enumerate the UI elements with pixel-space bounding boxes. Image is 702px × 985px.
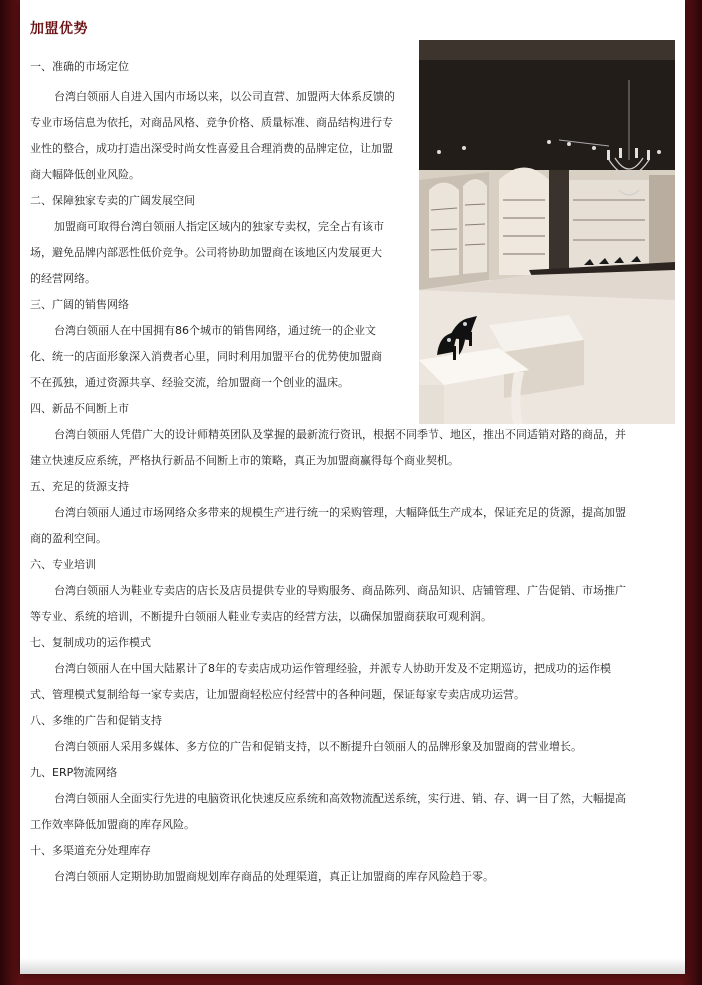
section-paragraph: 台湾白领丽人采用多媒体、多方位的广告和促销支持，以不断提升白领丽人的品牌形象及加盟商的营业增长。	[54, 740, 582, 753]
article-body	[30, 54, 630, 890]
panel-bottom-shadow	[20, 958, 685, 974]
section-paragraph: 台湾白领丽人为鞋业专卖店的店长及店员提供专业的导购服务、商品陈列、商品知识、店铺管理、广告促销、市场推广等专业、系统的培训，不断提升白领丽人鞋业专卖店的经营方法，以确保加盟商获取可观利润。	[30, 584, 626, 623]
section-paragraph: 加盟商可取得台湾白领丽人指定区域内的独家专卖权，完全占有该市场，避免品牌内部恶性低价竞争。公司将协助加盟商在该地区内发展更大的经营网络。	[30, 220, 384, 285]
section-paragraph: 台湾白领丽人在中国大陆累计了8年的专卖店成功运作管理经验，并派专人协助开发及不定期巡访，把成功的运作模式、管理模式复制给每一家专卖店，让加盟商轻松应付经营中的各种问题，保证每家专卖店成功运营。	[30, 662, 611, 701]
page-title: 加盟优势	[30, 21, 88, 37]
section-heading: 六、专业培训	[30, 558, 96, 571]
section-heading: 二、保障独家专卖的广阔发展空间	[30, 194, 195, 207]
section-heading: 七、复制成功的运作模式	[30, 636, 151, 649]
section-paragraph: 台湾白领丽人在中国拥有86个城市的销售网络，通过统一的企业文化、统一的店面形象深入消费者心里，同时利用加盟平台的优势使加盟商不在孤独，通过资源共享、经验交流，给加盟商一个创业的温床。	[30, 324, 382, 389]
section-paragraph: 台湾白领丽人全面实行先进的电脑资讯化快速反应系统和高效物流配送系统，实行进、销、存、调一目了然，大幅提高工作效率降低加盟商的库存风险。	[30, 792, 626, 831]
section-heading: 一、准确的市场定位	[30, 60, 129, 73]
section-heading: 九、ERP物流网络	[30, 766, 118, 779]
section-heading: 十、多渠道充分处理库存	[30, 844, 151, 857]
section-heading: 四、新品不间断上市	[30, 402, 129, 415]
section-paragraph: 台湾白领丽人通过市场网络众多带来的规模生产进行统一的采购管理，大幅降低生产成本，保证充足的货源，提高加盟商的盈利空间。	[30, 506, 626, 545]
section-paragraph: 台湾白领丽人凭借广大的设计师精英团队及掌握的最新流行资讯，根据不同季节、地区，推出不同适销对路的商品，并建立快速反应系统，严格执行新品不间断上市的策略，真正为加盟商赢得每个商业契机。	[30, 428, 626, 467]
section-paragraph: 台湾白领丽人自进入国内市场以来，以公司直营、加盟两大体系反馈的专业市场信息为依托，对商品风格、竞争价格、质量标准、商品结构进行专业性的整合，成功打造出深受时尚女性喜爱且合理消费的品牌定位，让加盟商大幅降低创业风险。	[30, 90, 395, 181]
section-paragraph: 台湾白领丽人定期协助加盟商规划库存商品的处理渠道，真正让加盟商的库存风险趋于零。	[54, 870, 494, 883]
section-heading: 五、充足的货源支持	[30, 480, 129, 493]
section-heading: 三、广阔的销售网络	[30, 298, 129, 311]
section-heading: 八、多维的广告和促销支持	[30, 714, 162, 727]
